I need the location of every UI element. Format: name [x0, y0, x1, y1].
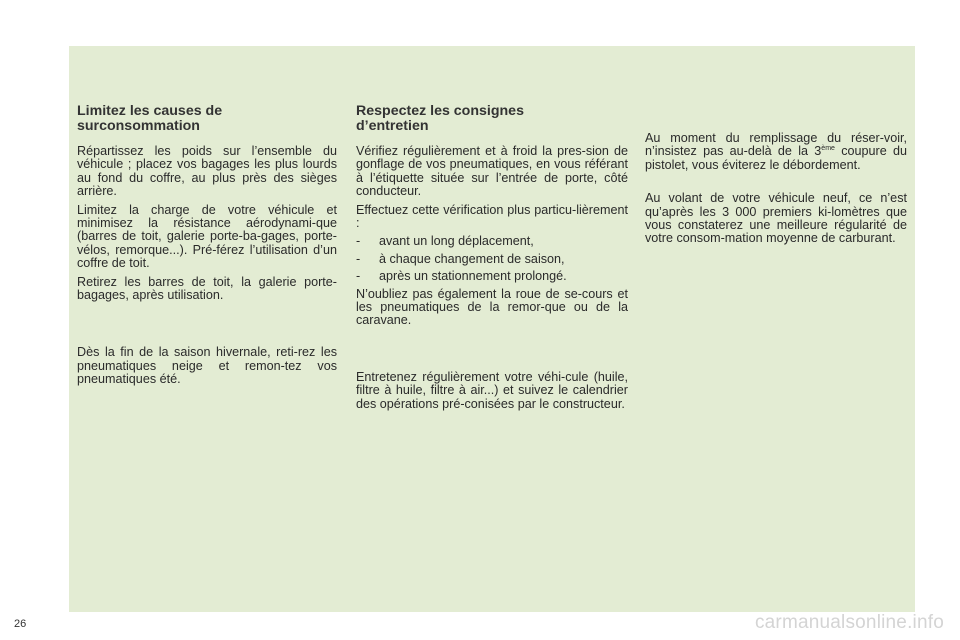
paragraph-winter-tyres: Dès la fin de la saison hivernale, reti-rez les pneumatiques neige et remon-tez vos pneumatiques été. [77, 345, 337, 387]
list-item: - avant un long déplacement, [356, 234, 534, 249]
column-maintenance [356, 104, 628, 416]
paragraph-check-when: Effectuez cette vérification plus particu-lièrement : [356, 202, 628, 231]
paragraph-refuelling: Au moment du remplissage du réser-voir, n’insistez pas au-delà de la 3ème coupure du pistolet, vous éviterez le débordement. [645, 131, 907, 172]
paragraph-new-vehicle: Au volant de votre véhicule neuf, ce n’est qu’après les 3 000 premiers ki-lomètres que vous constaterez une meilleure régularité de votre consom-mation moyenne de carburant. [645, 191, 907, 246]
paragraph-spare-wheel: N’oubliez pas également la roue de se-cours et les pneumatiques de la remor-que ou de la caravane. [356, 286, 628, 328]
watermark: carmanualsonline.info [754, 612, 944, 633]
paragraph-tyre-pressure: Vérifiez régulièrement et à froid la pres-sion de gonflage de vos pneumatiques, en vous référant à l’étiquette située sur l’entrée de porte, côté conducteur. [356, 144, 628, 199]
check-list [356, 235, 628, 283]
paragraph-servicing: Entretenez régulièrement votre véhi-cule (huile, filtre à huile, filtre à air...) et suivez le calendrier des opérations pré-conisées par le constructeur. [356, 369, 628, 411]
column-consumption [77, 104, 337, 392]
column-refuelling [645, 132, 907, 251]
paragraph-weight: Répartissez les poids sur l’ensemble du véhicule ; placez vos bagages les plus lourds au fond du coffre, au plus près des sièges arrière. [77, 144, 337, 199]
page-number: 26 [14, 618, 27, 630]
content-panel [69, 46, 915, 612]
list-item: - après un stationnement prolongé. [356, 269, 567, 284]
list-item: - à chaque changement de saison, [356, 251, 565, 266]
paragraph-load: Limitez la charge de votre véhicule et minimisez la résistance aérodynami-que (barres de toit, galerie porte-ba-gages, porte-vélos, remorque...). Pré-férez l’utilisation d’un coffre de toit. [77, 202, 337, 271]
heading-consumption: Limitez les causes de surconsommation [77, 103, 223, 134]
heading-maintenance: Respectez les consignes d’entretien [356, 103, 524, 134]
paragraph-roof-bars: Retirez les barres de toit, la galerie porte-bagages, après utilisation. [77, 274, 337, 303]
